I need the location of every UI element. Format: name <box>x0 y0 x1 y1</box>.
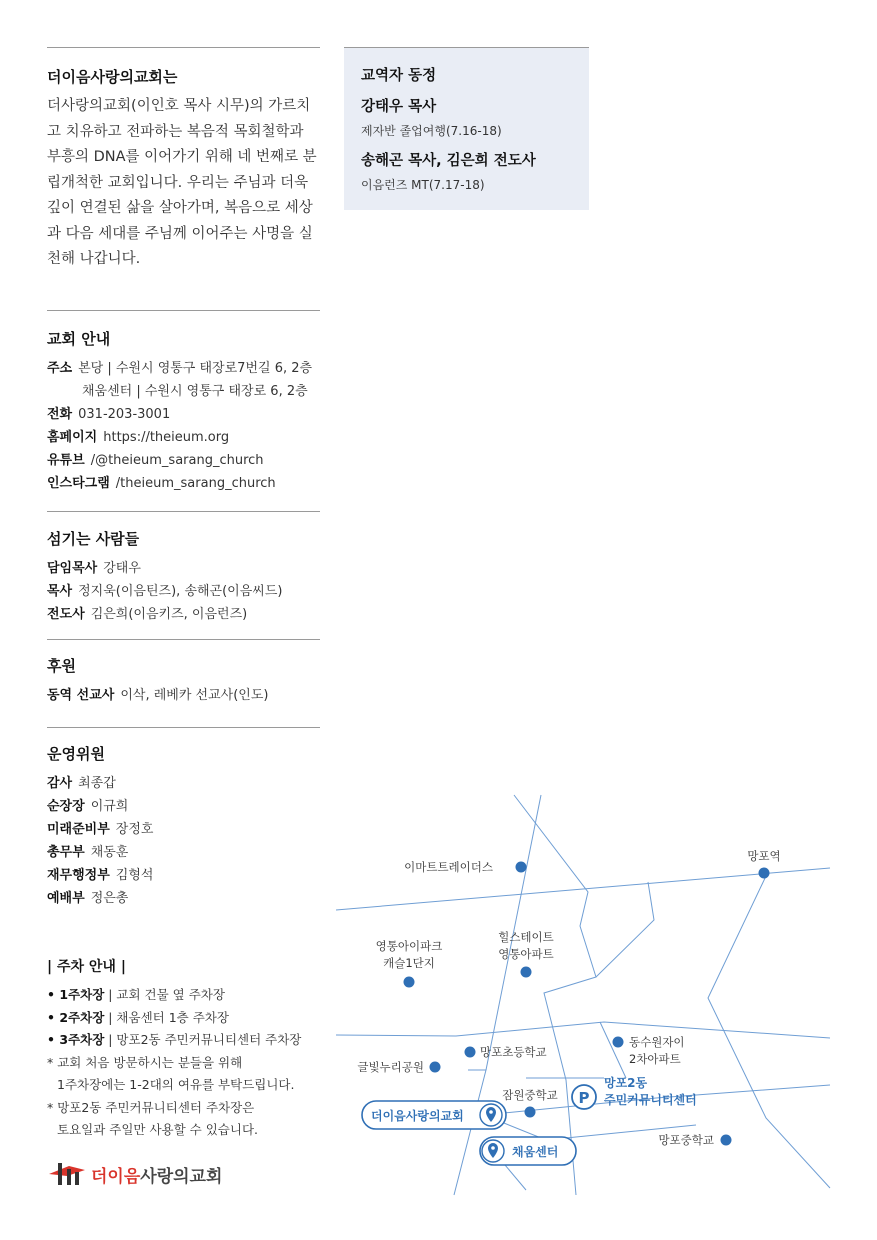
pastor-label: 목사 <box>47 584 73 599</box>
church-logo-icon <box>47 1160 87 1188</box>
instagram-row <box>47 472 320 495</box>
location-pin-dot <box>489 1110 493 1114</box>
committee-row <box>47 887 320 910</box>
committee-member: 정은총 <box>90 891 129 906</box>
youtube-row <box>47 449 320 472</box>
phone-label: 전화 <box>47 407 73 422</box>
senior-pastor-name: 강태우 <box>103 561 141 576</box>
youtube-link[interactable]: /@theieum_sarang_church <box>90 453 264 468</box>
jamwon-middle-label: 잠원중학교 <box>502 1088 558 1102</box>
phone-row <box>47 403 320 426</box>
parking-lot-3 <box>47 1029 337 1052</box>
parking-section <box>47 956 337 1142</box>
hillstate-label-2: 영통아파트 <box>498 947 554 961</box>
senior-pastor-label: 담임목사 <box>47 561 98 576</box>
evangelist-row <box>47 603 320 626</box>
mangpo-station-label: 망포역 <box>747 849 781 863</box>
missionary-label: 동역 선교사 <box>47 688 115 703</box>
mangpo-elem-marker[interactable] <box>465 1047 476 1058</box>
parking-lot-2-label: • 2주차장 <box>47 1009 105 1025</box>
committee-role: 감사 <box>47 776 73 791</box>
church-location-pill[interactable] <box>362 1101 506 1129</box>
parking-lot-2-desc: | 채움센터 1층 주차장 <box>104 1009 229 1025</box>
mangpo-elem-label: 망포초등학교 <box>480 1045 547 1059</box>
committee-title: 운영위원 <box>47 745 105 763</box>
road <box>514 795 596 1195</box>
senior-pastor-row <box>47 557 320 580</box>
road <box>600 1022 626 1078</box>
parking-note-2b: 토요일과 주일만 사용할 수 있습니다. <box>57 1122 258 1137</box>
parking-note-1a: * 교회 처음 방문하시는 분들을 위해 <box>47 1054 243 1070</box>
hillstate-label-1: 힐스테이트 <box>498 930 554 944</box>
instagram-label: 인스타그램 <box>47 476 110 491</box>
committee-member: 이규희 <box>90 799 129 814</box>
dongsuwon-marker[interactable] <box>613 1037 624 1048</box>
evangelist-name: 김은희(이음키즈, 이음런즈) <box>90 607 248 622</box>
committee-row <box>47 841 320 864</box>
community-label-1: 망포2동 <box>604 1076 648 1090</box>
jamwon-middle-marker[interactable] <box>525 1107 536 1118</box>
committee-row <box>47 795 320 818</box>
committee-section <box>47 727 320 910</box>
road <box>336 1022 830 1038</box>
phone-number: 031-203-3001 <box>78 407 171 422</box>
committee-role: 순장장 <box>47 799 85 814</box>
dongsuwon-label-2: 2차아파트 <box>629 1052 681 1066</box>
staff-news-name-2: 송해곤 목사, 김은희 전도사 <box>361 153 536 169</box>
intro-body: 더사랑의교회(이인호 목사 시무)의 가르치고 치유하고 전파하는 복음적 목회철학과 부흥의 DNA를 이어가기 위해 네 번째로 분립개척한 교회입니다. 우리는 주님과 더욱 깊이 연결된 삶을 살아가며, 복음으로 세상과 다음 세대를 주님께 이어주는 사명을 실천해 나갑니다. <box>47 98 317 267</box>
committee-row <box>47 772 320 795</box>
support-title: 후원 <box>47 657 76 675</box>
community-label-2: 주민커뮤니티센터 <box>604 1093 697 1107</box>
address-label: 주소 <box>47 361 73 376</box>
support-section <box>47 639 320 707</box>
road <box>336 868 830 910</box>
road <box>454 1070 486 1195</box>
intro-title: 더이음사랑의교회는 <box>47 68 178 86</box>
committee-row <box>47 864 320 887</box>
staff-news-title: 교역자 동정 <box>361 68 437 84</box>
address-row <box>47 357 320 380</box>
road <box>596 882 654 977</box>
pastor-names: 정지욱(이음틴즈), 송해곤(이음씨드) <box>78 584 283 599</box>
location-map <box>336 780 836 1200</box>
homepage-link[interactable]: https://theieum.org <box>103 430 230 445</box>
parking-lot-3-desc: | 망포2동 주민커뮤니티센터 주차장 <box>104 1032 302 1047</box>
staff-news-desc-1: 제자반 졸업여행(7.16-18) <box>361 124 502 138</box>
dongsuwon-label-1: 동수원자이 <box>629 1035 685 1049</box>
staff-news-box <box>344 47 589 210</box>
emart-marker[interactable] <box>516 862 527 873</box>
address-annex: 채움센터 | 수원시 영통구 태장로 6, 2층 <box>82 384 308 399</box>
committee-row <box>47 818 320 841</box>
parking-lot-1-desc: | 교회 건물 옆 주차장 <box>104 987 225 1002</box>
committee-member: 김형석 <box>115 868 154 883</box>
logo-text-gray: 사랑의교회 <box>140 1166 223 1187</box>
committee-member: 채동훈 <box>90 845 129 860</box>
servants-section <box>47 511 320 626</box>
chaeum-map-label: 채움센터 <box>512 1145 559 1159</box>
chaeum-location-pill[interactable] <box>480 1137 576 1165</box>
church-map-label: 더이음사랑의교회 <box>371 1109 464 1123</box>
address-main: 본당 | 수원시 영통구 태장로7번길 6, 2층 <box>78 361 313 376</box>
parking-mark: P <box>578 1089 590 1107</box>
staff-news-name-1: 강태우 목사 <box>361 99 437 115</box>
church-info-title: 교회 안내 <box>47 330 111 348</box>
parking-lot-2 <box>47 1007 337 1030</box>
instagram-link[interactable]: /theieum_sarang_church <box>115 476 276 491</box>
church-logo <box>47 1160 222 1188</box>
servants-title: 섬기는 사람들 <box>47 530 140 548</box>
hillstate-marker[interactable] <box>521 967 532 978</box>
missionary-names: 이삭, 레베카 선교사(인도) <box>120 688 269 703</box>
mangpo-station-marker[interactable] <box>759 868 770 879</box>
evangelist-label: 전도사 <box>47 607 85 622</box>
committee-member: 최종갑 <box>78 776 116 791</box>
church-info-section <box>47 310 320 495</box>
parking-lot-1 <box>47 984 337 1007</box>
geulbit-park-label: 글빛누리공원 <box>357 1060 424 1074</box>
parking-note-2a: * 망포2동 주민커뮤니티센터 주차장은 <box>47 1099 255 1115</box>
parking-lot-1-label: • 1주차장 <box>47 987 105 1002</box>
mangpo-middle-marker[interactable] <box>721 1135 732 1146</box>
location-pin-dot <box>491 1146 495 1150</box>
committee-role: 예배부 <box>47 891 85 906</box>
ipark-marker[interactable] <box>404 977 415 988</box>
committee-role: 재무행정부 <box>47 868 110 883</box>
logo-text-red: 더이음 <box>91 1166 141 1187</box>
committee-member: 장정호 <box>115 822 154 837</box>
parking-note-1b: 1주차장에는 1-2대의 여유를 부탁드립니다. <box>57 1077 295 1092</box>
homepage-row <box>47 426 320 449</box>
pastor-row <box>47 580 320 603</box>
committee-role: 총무부 <box>47 845 85 860</box>
parking-title: | 주차 안내 | <box>47 959 126 975</box>
committee-role: 미래준비부 <box>47 822 110 837</box>
ipark-label-1: 영통아이파크 <box>375 939 443 953</box>
geulbit-park-marker[interactable] <box>430 1062 441 1073</box>
emart-label: 이마트트레이더스 <box>404 860 493 874</box>
homepage-label: 홈페이지 <box>47 430 98 445</box>
youtube-label: 유튜브 <box>47 453 85 468</box>
staff-news-desc-2: 이음런즈 MT(7.17-18) <box>361 178 485 192</box>
ipark-label-2: 캐슬1단지 <box>383 956 435 970</box>
mangpo-middle-label: 망포중학교 <box>658 1133 714 1147</box>
parking-lot-3-label: • 3주차장 <box>47 1032 105 1047</box>
community-center-parking[interactable] <box>572 1075 697 1109</box>
missionary-row <box>47 684 320 707</box>
intro-section <box>47 47 320 273</box>
church-logo-text <box>91 1162 222 1187</box>
